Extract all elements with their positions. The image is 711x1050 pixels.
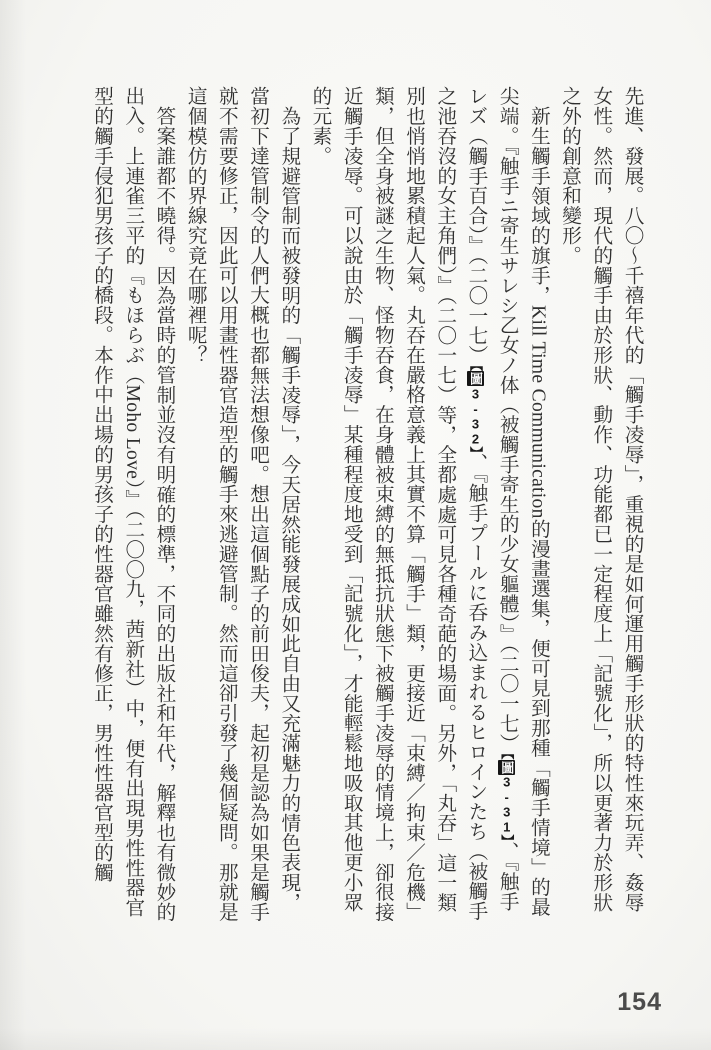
paragraph-text: 、『触手プールに呑み込まれるヒロインたち（被觸手之池吞沒的女主角們）』（二〇一七）等，全都處處可見各種奇葩的場面。另外，「丸吞」這一類別也悄悄地累積起人氣。丸吞在嚴格意義上其實不算「觸手」類，更接近「束縛／拘束／危機」類，但全身被謎之生物、怪物吞食，在身體被束縛的無抵抗狀態下被觸手凌辱的情境上，卻很接近觸手凌辱。可以說由於「觸手凌辱」某種程度地受到「記號化」，才能輕鬆地吸取其他更小眾的元素。 bbox=[308, 86, 486, 922]
figure-ref-3-32 bbox=[467, 365, 484, 453]
bracket-close: 】 bbox=[499, 834, 515, 842]
bracket-open: 【 bbox=[499, 753, 515, 760]
paragraph-text: 、『触手レズ（觸手百合）』（二〇一七） bbox=[464, 86, 518, 911]
figure-number: 3-31 bbox=[499, 774, 515, 835]
paragraph-new-tentacle-field bbox=[304, 86, 554, 928]
bracket-close: 】 bbox=[467, 446, 483, 453]
figure-ref-3-31 bbox=[498, 753, 515, 841]
paragraph-text: 先進、發展。八〇～千禧年代的「觸手凌辱」，重視的是如何運用觸手形狀的特性來玩弄、姦辱女性。然而，現代的觸手由於形狀、動作、功能都已一定程度上「記號化」，所以更著力於形狀之外的創意和變形。 bbox=[558, 86, 642, 912]
paragraph-text: 為了規避管制而被發明的「觸手凌辱」，今天居然能發展成如此自由又充滿魅力的情色表現，當初下達管制令的人們大概也都無法想像吧。想出這個點子的前田俊夫，起初是認為如果是觸手就不需要修正，因此可以用畫性器官造型的觸手來逃避管制。然而這卻引發了幾個疑問。那就是這個模仿的界線究竟在哪裡呢？ bbox=[184, 86, 299, 922]
vertical-text-block bbox=[85, 86, 647, 928]
figure-number: 3-32 bbox=[467, 386, 483, 447]
paragraph-text: 答案誰都不曉得。因為當時的管制並沒有明確的標準，不同的出版社和年代，解釋也有微妙的出入。上連雀三平的『もほらぶ（Moho Love）』（二〇〇九，茜新社）中，便有出現男性性器官型的觸手侵犯男孩子的橋段。本作中出場的男孩子的性器官雖然有修正，男性性器官型的觸 bbox=[90, 86, 174, 922]
paragraph-no-answer bbox=[85, 86, 179, 928]
paragraph-regulation-origin bbox=[179, 86, 304, 928]
paragraph-continuation bbox=[553, 86, 647, 928]
figure-box-icon: 圖 bbox=[467, 372, 483, 386]
paragraph-text: 新生觸手領域的旗手，Kill Time Communication的漫畫選集，便可見到那種「觸手情境」的最尖端。『触手ニ寄生サレシ乙女ノ体（被觸手寄生的少女軀體）』（二〇一七） bbox=[496, 86, 549, 917]
page-number: 154 bbox=[617, 988, 662, 1016]
bracket-open: 【 bbox=[467, 364, 483, 372]
figure-box-icon: 圖 bbox=[499, 760, 515, 774]
